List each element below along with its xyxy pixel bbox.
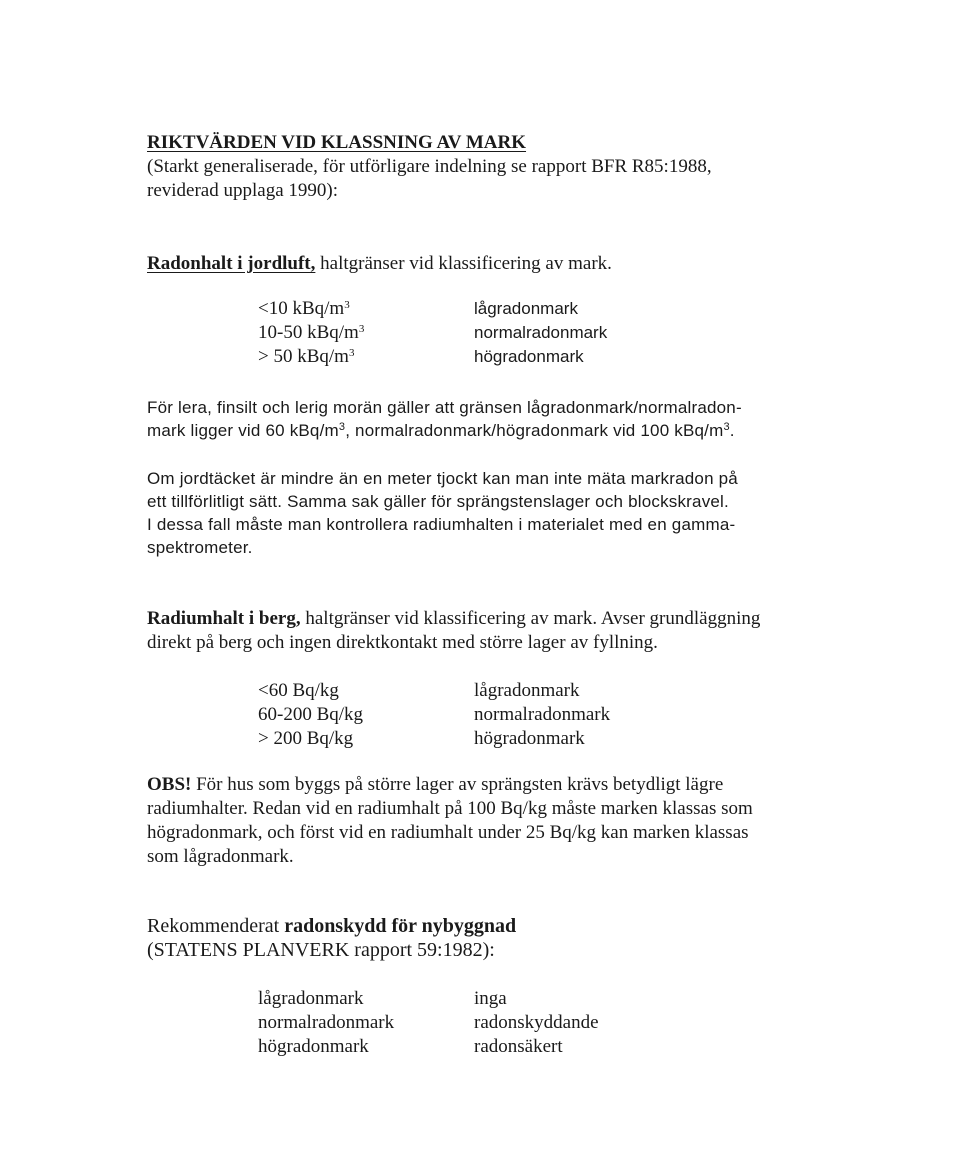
protection-cell: inga [474,988,507,1009]
table-row [258,703,610,727]
class-cell: normalradonmark [258,1012,395,1033]
berg-paragraph: Radiumhalt i berg, haltgränser vid klassificering av mark. Avser grundläggning direkt på berg och ingen direktkontakt med större lager av fyllning. [147,608,761,653]
protection-cell: radonsäkert [474,1036,563,1057]
class-cell: högradonmark [258,1036,369,1057]
limit-cell: 60-200 Bq/kg [258,704,364,725]
limit-cell: > 50 kBq/$m^3$ [258,346,355,367]
table-row [258,345,607,369]
limit-cell: > 200 Bq/kg [258,728,354,749]
jordluft-label: Radonhalt i jordluft, [147,253,316,274]
title-section [147,131,847,203]
intro-line: reviderad upplaga 1990): [147,180,338,201]
limit-cell: <60 Bq/kg [258,680,339,701]
berg-label: Radiumhalt i berg, [147,608,301,629]
class-cell: högradonmark [474,347,584,366]
rekommendation-heading: Rekommenderat radonskydd för nybyggnad (STATENS PLANVERK rapport 59:1982): [147,915,517,961]
obs-paragraph: OBS! För hus som byggs på större lager av sprängsten krävs betydligt lägre radiumhalter. Redan vid en radiumhalt på 100 Bq/kg måste marken klassas som högradonmark, och först vid en radiumhalt under 25 Bq/kg kan marken klassas som lågradonmark. [147,774,753,867]
table-row [258,1035,599,1059]
class-cell: lågradonmark [474,299,578,318]
table-row [258,297,607,321]
lera-paragraph: För lera, finsilt och lerig morän gäller att gränsen lågradonmark/normalradon- mark ligger vid 60 kBq/$m^3$, normalradonmark/högradonmark vid 100 kBq/$m^3$. [147,398,742,440]
table-row [258,727,610,751]
intro-line: (Starkt generaliserade, för utförligare indelning se rapport BFR R85:1988, [147,156,712,177]
rekommendation-table [258,987,599,1059]
class-cell: lågradonmark [258,988,364,1009]
table-row [258,1011,599,1035]
protection-cell: radonskyddande [474,1012,599,1033]
table-row [258,321,607,345]
jordluft-text: haltgränser vid klassificering av mark. [315,253,612,274]
table-row [258,679,610,703]
berg-table [258,679,610,751]
class-cell: högradonmark [474,728,585,749]
rekommendation-bold: radonskydd för nybyggnad [284,915,517,937]
jordtacke-paragraph: Om jordtäcket är mindre än en meter tjockt kan man inte mäta markradon på ett tillförlitligt sätt. Samma sak gäller för sprängstenslager och blockskravel. I dessa fall måste man kontrollera radiumhalten i materialet med en gamma- spektrometer. [147,469,738,557]
jordluft-table [258,297,607,369]
jordluft-heading [147,252,847,276]
class-cell: normalradonmark [474,323,608,342]
obs-label: OBS! [147,774,192,795]
limit-cell: 10-50 kBq/$m^3$ [258,322,365,343]
class-cell: normalradonmark [474,704,611,725]
page-title: RIKTVÄRDEN VID KLASSNING AV MARK [147,132,527,153]
limit-cell: <10 kBq/$m^3$ [258,298,350,319]
class-cell: lågradonmark [474,680,580,701]
table-row [258,987,599,1011]
